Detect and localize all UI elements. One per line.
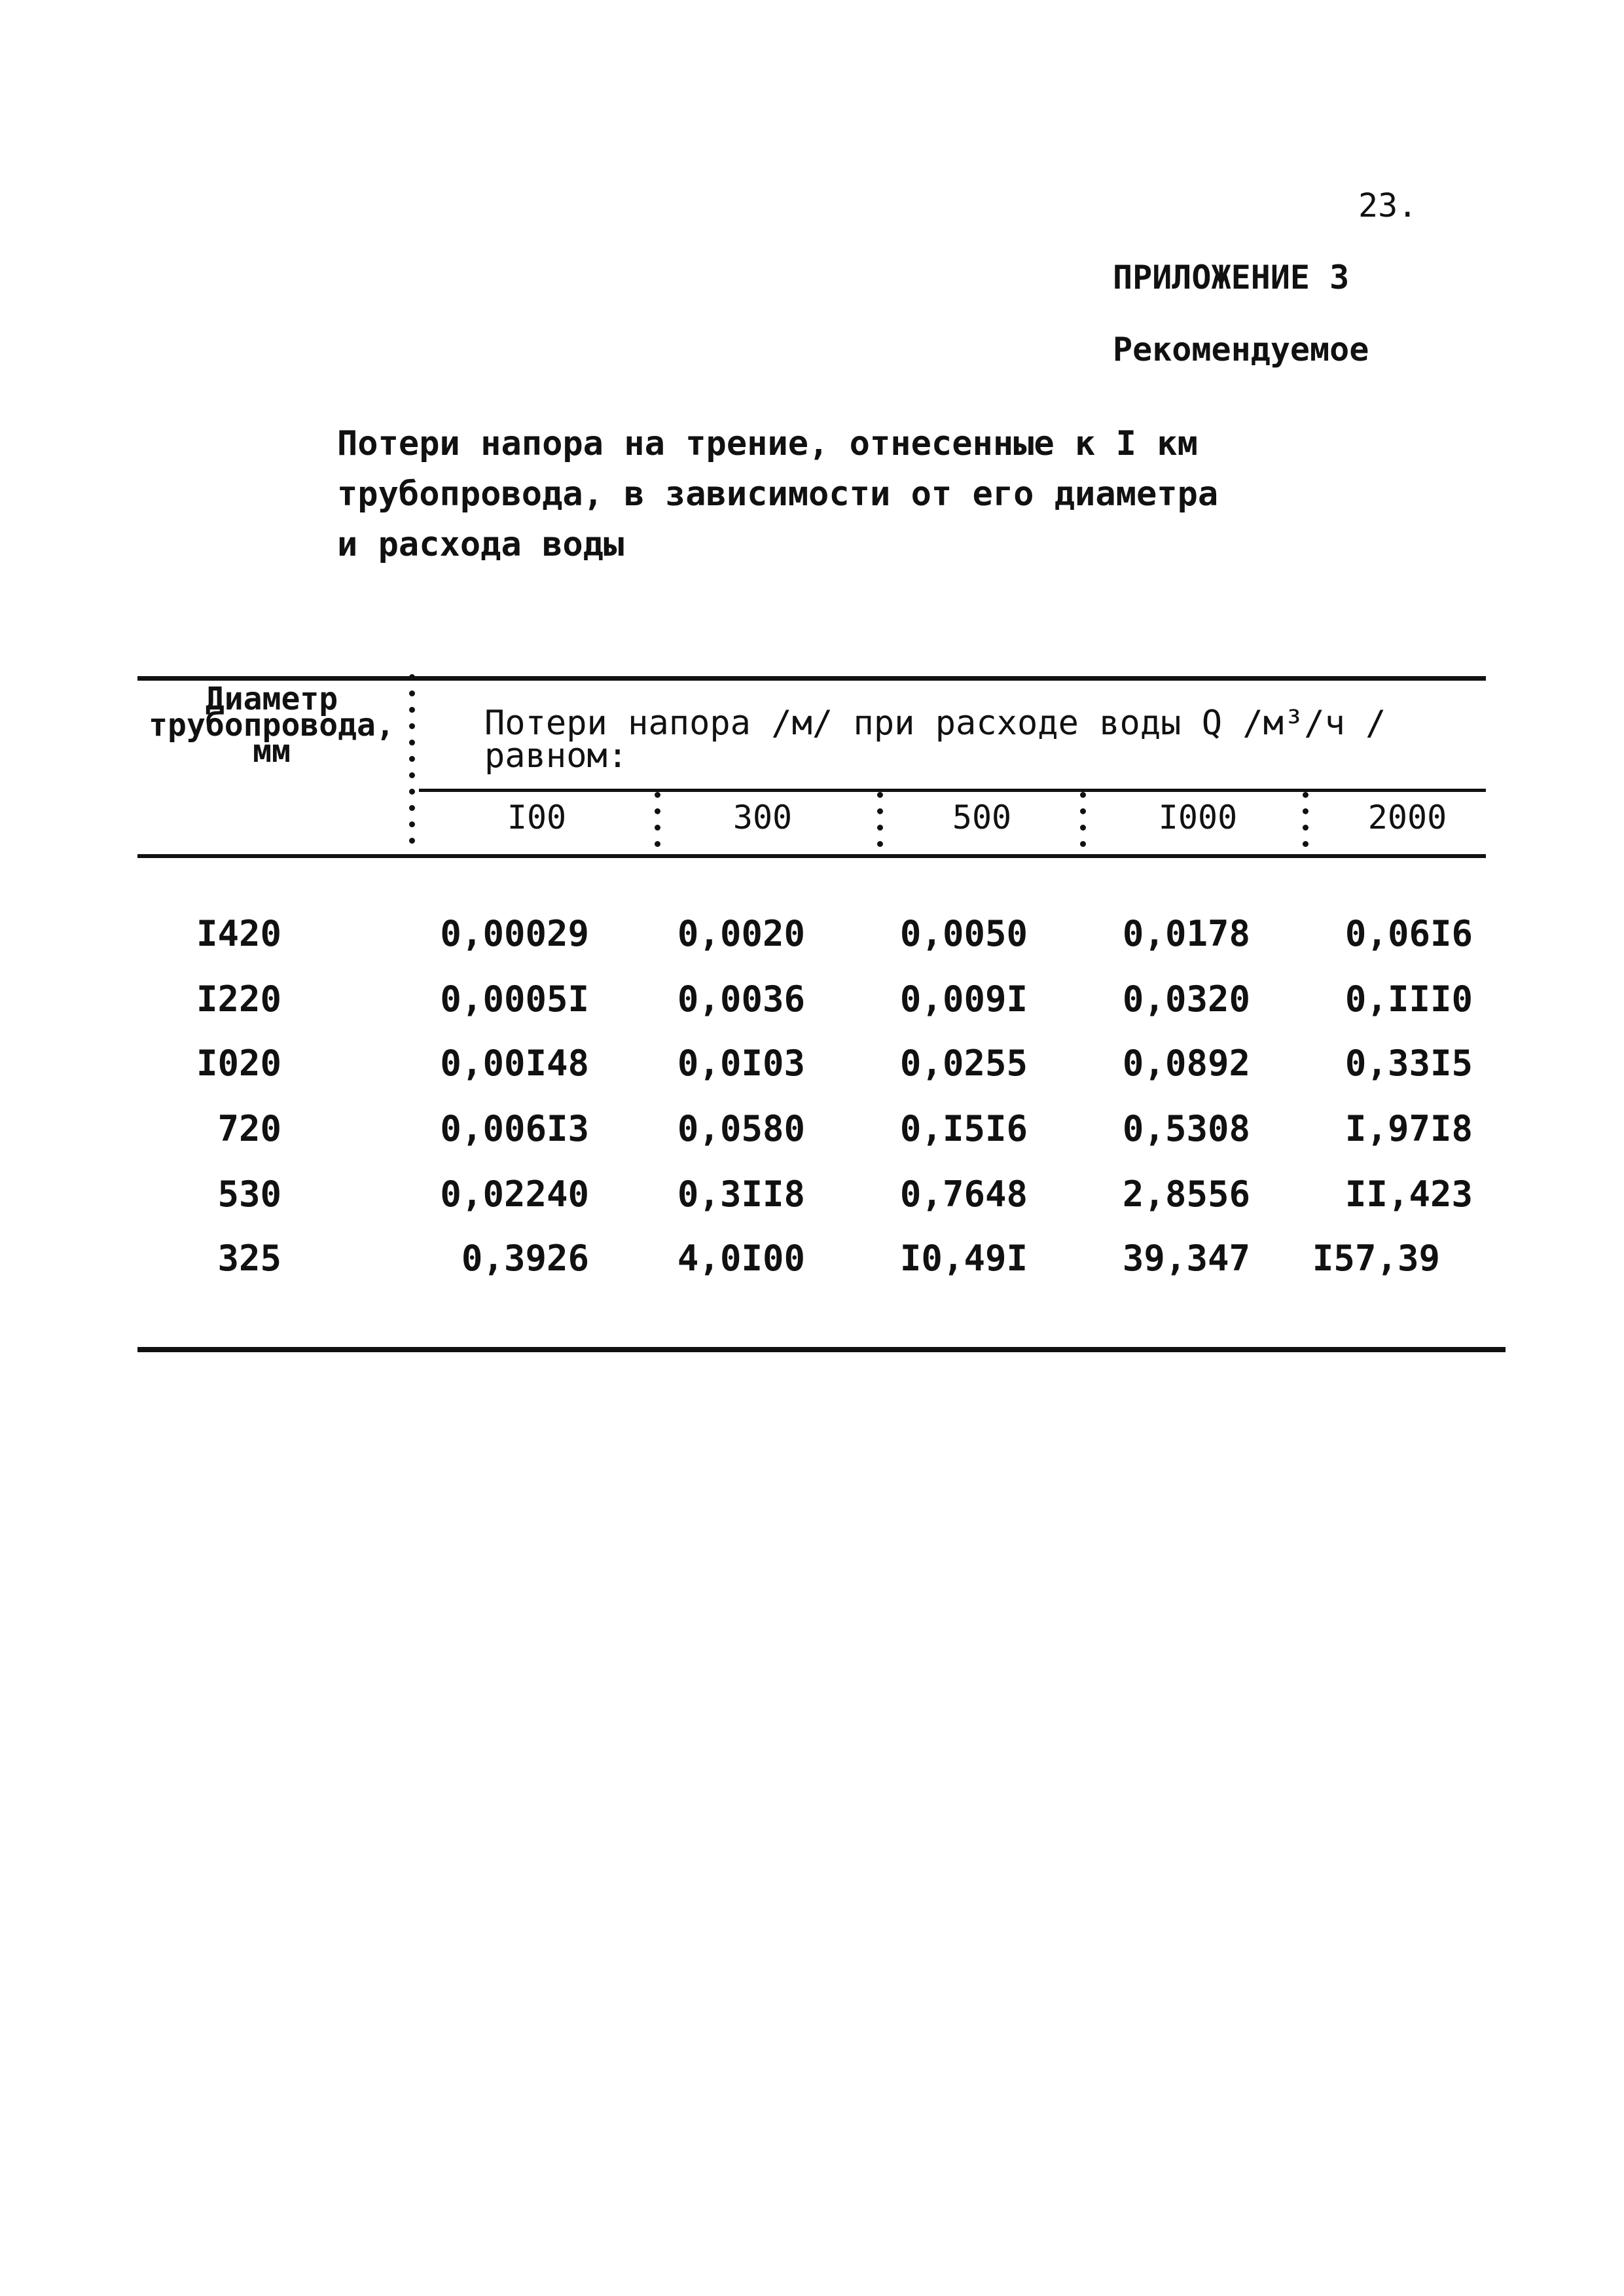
table-caption — [337, 419, 1306, 570]
caption-line: трубопровода, в зависимости от его диаметра — [337, 475, 1219, 514]
caption-line: Потери напора на трение, отнесенные к I км — [337, 424, 1198, 463]
status-label: Рекомендуемое — [1113, 331, 1369, 368]
value-cell: 0,III0 — [1344, 978, 1473, 1020]
value-cell: 4,0I00 — [677, 1238, 805, 1279]
value-cell: 0,0320 — [1122, 978, 1250, 1020]
column-separator — [655, 792, 661, 857]
flow-column-header: I00 — [507, 798, 567, 836]
value-cell: I0,49I — [899, 1238, 1028, 1279]
diameter-column-header — [134, 681, 409, 770]
table-bottom-rule — [137, 1347, 1506, 1352]
header-bottom-rule — [137, 854, 1486, 858]
group-header-line: Потери напора /м/ при расходе воды Q /м³/ч / — [484, 704, 1386, 743]
diameter-cell: I020 — [196, 1043, 281, 1084]
diameter-cell: I420 — [196, 913, 281, 954]
head-loss-group-header — [484, 704, 1466, 776]
column-separator — [1080, 792, 1087, 857]
diameter-header-line: мм — [253, 733, 291, 770]
flow-column-header: 500 — [952, 798, 1012, 836]
column-separator — [1303, 792, 1309, 857]
value-cell: 39,347 — [1122, 1238, 1250, 1279]
value-cell: 0,3II8 — [677, 1174, 805, 1215]
value-cell: 2,8556 — [1122, 1174, 1250, 1215]
value-cell: II,423 — [1344, 1174, 1473, 1215]
caption-line: и расхода воды — [337, 525, 624, 564]
value-cell: 0,3926 — [461, 1238, 589, 1279]
value-cell: I57,39 — [1312, 1238, 1440, 1279]
value-cell: 0,I5I6 — [899, 1108, 1028, 1149]
value-cell: 0,02240 — [440, 1174, 589, 1215]
diameter-cell: 325 — [217, 1238, 281, 1279]
value-cell: 0,0I03 — [677, 1043, 805, 1084]
value-cell: 0,006I3 — [440, 1108, 589, 1149]
value-cell: 0,06I6 — [1344, 913, 1473, 954]
diameter-cell: 720 — [217, 1108, 281, 1149]
diameter-cell: I220 — [196, 978, 281, 1020]
value-cell: 0,009I — [899, 978, 1028, 1020]
value-cell: 0,5308 — [1122, 1108, 1250, 1149]
flow-column-header: 2000 — [1367, 798, 1447, 836]
value-cell: 0,0178 — [1122, 913, 1250, 954]
flow-column-header: I000 — [1158, 798, 1238, 836]
diameter-header-line: трубопровода, — [149, 707, 395, 744]
value-cell: 0,0050 — [899, 913, 1028, 954]
column-separator — [409, 674, 416, 854]
value-cell: 0,7648 — [899, 1174, 1028, 1215]
value-cell: 0,0580 — [677, 1108, 805, 1149]
value-cell: 0,0020 — [677, 913, 805, 954]
table-top-rule — [137, 676, 1486, 681]
group-header-line: равном: — [484, 736, 628, 776]
header-sub-rule — [419, 789, 1486, 792]
value-cell: 0,0036 — [677, 978, 805, 1020]
value-cell: 0,00I48 — [440, 1043, 589, 1084]
value-cell: 0,0005I — [440, 978, 589, 1020]
value-cell: 0,0892 — [1122, 1043, 1250, 1084]
appendix-label: ПРИЛОЖЕНИЕ 3 — [1113, 259, 1350, 296]
diameter-header-line: Диаметр — [205, 681, 338, 717]
diameter-cell: 530 — [217, 1174, 281, 1215]
value-cell: 0,0255 — [899, 1043, 1028, 1084]
flow-column-header: 300 — [732, 798, 793, 836]
value-cell: 0,00029 — [440, 913, 589, 954]
value-cell: I,97I8 — [1344, 1108, 1473, 1149]
value-cell: 0,33I5 — [1344, 1043, 1473, 1084]
column-separator — [877, 792, 884, 857]
page-number: 23. — [1358, 187, 1418, 224]
